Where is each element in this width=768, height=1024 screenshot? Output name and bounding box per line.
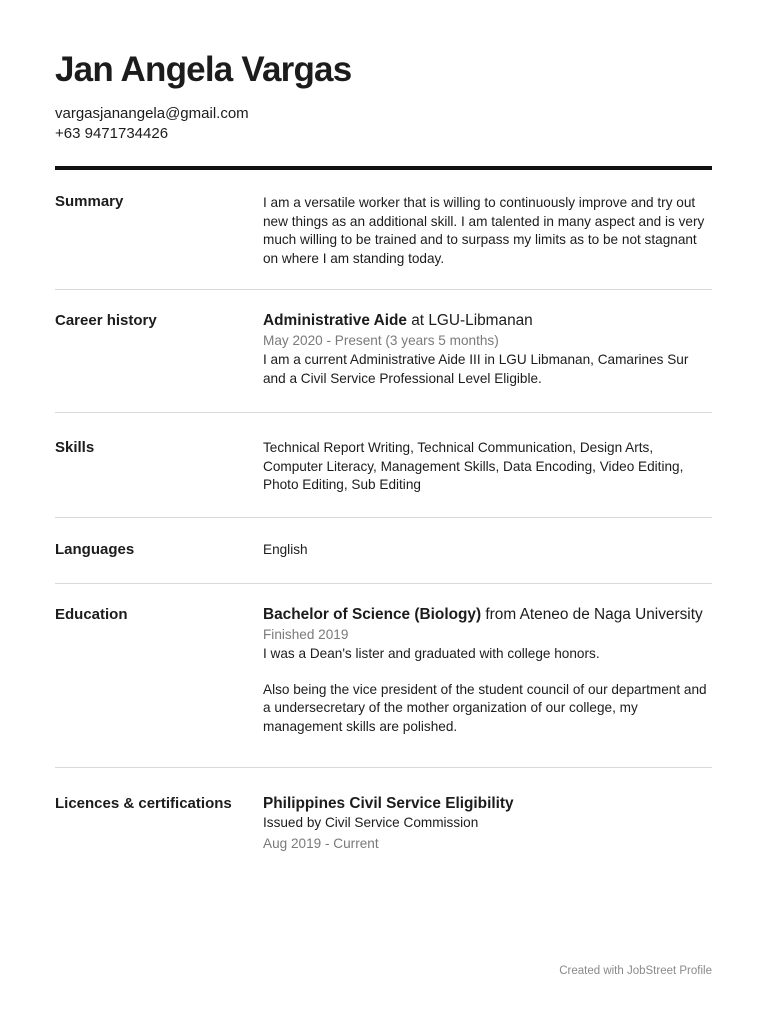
licence-name: Philippines Civil Service Eligibility bbox=[263, 795, 514, 812]
header-divider bbox=[55, 166, 712, 170]
licence-title bbox=[263, 794, 713, 814]
education-entry bbox=[263, 605, 713, 736]
education-degree: Bachelor of Science (Biology) bbox=[263, 606, 482, 623]
education-paragraph-2: Also being the vice president of the student council of our department and a undersecretary of the mother organization of our college, my management skills are polished. bbox=[263, 681, 707, 734]
languages-text: English bbox=[263, 542, 308, 557]
career-label: Career history bbox=[55, 312, 157, 329]
career-entry bbox=[263, 311, 713, 388]
section-divider bbox=[55, 767, 712, 768]
licence-entry bbox=[263, 794, 713, 854]
summary-content bbox=[263, 194, 713, 268]
summary-label: Summary bbox=[55, 193, 124, 210]
career-connector: at bbox=[411, 312, 425, 329]
skills-content bbox=[263, 439, 713, 495]
languages-label: Languages bbox=[55, 541, 135, 558]
licence-issuer: Issued by Civil Service Commission bbox=[263, 815, 479, 830]
education-title bbox=[263, 605, 713, 625]
career-company: LGU-Libmanan bbox=[428, 312, 533, 329]
education-paragraph-1: I was a Dean's lister and graduated with college honors. bbox=[263, 646, 600, 661]
education-label: Education bbox=[55, 606, 128, 623]
section-divider bbox=[55, 412, 712, 413]
summary-text: I am a versatile worker that is willing to continuously improve and try out new things as an additional skill. I am talented in many aspect and is very much willing to be trained and to surpass my limits as to be not stagnant on where I am standing today. bbox=[263, 195, 705, 266]
phone-text: +63 9471734426 bbox=[55, 125, 169, 142]
education-connector: from bbox=[485, 606, 517, 623]
career-dates: May 2020 - Present (3 years 5 months) bbox=[263, 333, 499, 348]
education-finished: Finished 2019 bbox=[263, 627, 349, 642]
career-title bbox=[263, 311, 713, 331]
section-divider bbox=[55, 583, 712, 584]
licence-dates: Aug 2019 - Current bbox=[263, 835, 379, 851]
contact-block bbox=[55, 104, 249, 144]
email-text: vargasjanangela@gmail.com bbox=[55, 105, 249, 122]
section-divider bbox=[55, 289, 712, 290]
footer-credit: Created with JobStreet Profile bbox=[559, 965, 712, 977]
skills-text: Technical Report Writing, Technical Communication, Design Arts, Computer Literacy, Management Skills, Data Encoding, Video Editing, Photo Editing, Sub Editing bbox=[263, 440, 684, 493]
skills-label: Skills bbox=[55, 439, 95, 456]
languages-content bbox=[263, 541, 713, 560]
section-divider bbox=[55, 517, 712, 518]
candidate-name: Jan Angela Vargas bbox=[55, 50, 352, 89]
career-description: I am a current Administrative Aide III in LGU Libmanan, Camarines Sur and a Civil Service Professional Level Eligible. bbox=[263, 352, 689, 386]
education-school: Ateneo de Naga University bbox=[519, 606, 703, 623]
licences-label: Licences & certifications bbox=[55, 795, 232, 812]
career-role: Administrative Aide bbox=[263, 312, 407, 329]
